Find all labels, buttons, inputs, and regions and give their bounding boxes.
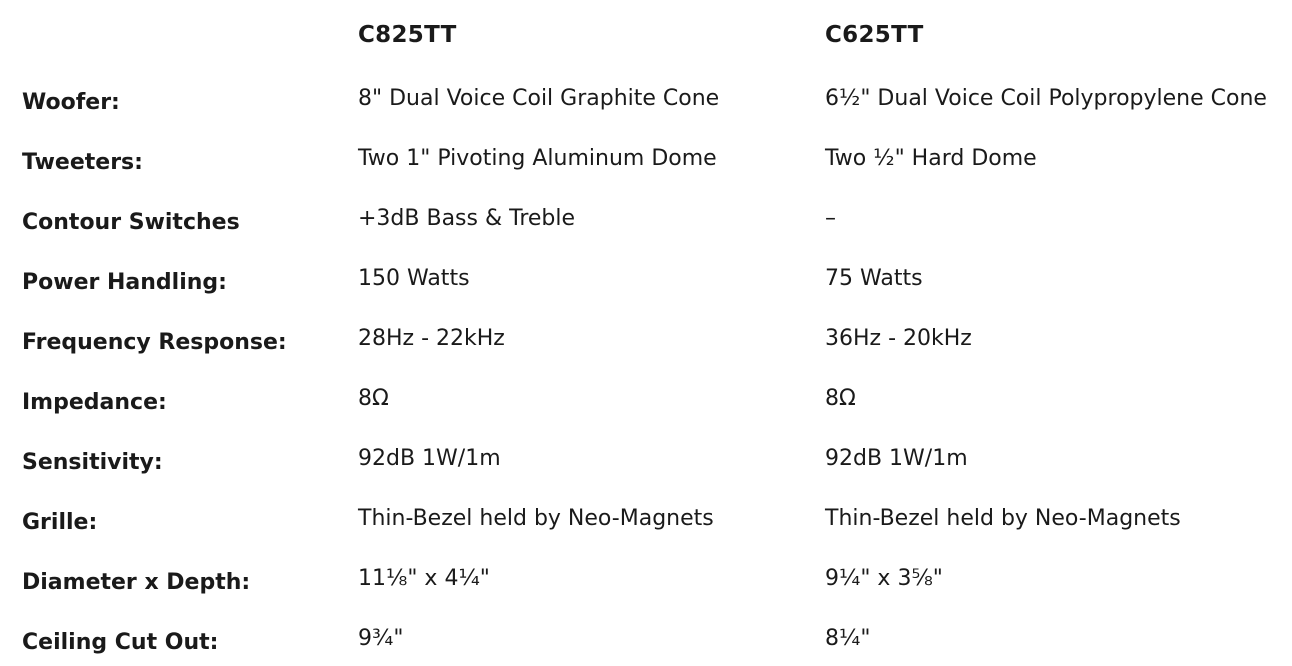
spec-label: Tweeters:: [22, 150, 143, 175]
spec-value-c825tt: 92dB 1W/1m: [358, 446, 501, 471]
spec-value-c825tt: Two 1" Pivoting Aluminum Dome: [358, 146, 717, 171]
spec-value-c825tt: 8Ω: [358, 386, 389, 411]
spec-value-c825tt: 11⅛" x 4¼": [358, 566, 490, 591]
spec-value-c825tt: 9¾": [358, 626, 404, 651]
spec-label: Impedance:: [22, 390, 167, 415]
spec-row-grille: [0, 506, 1292, 546]
spec-label: Frequency Response:: [22, 330, 287, 355]
spec-row-power-handling: [0, 266, 1292, 306]
spec-value-c825tt: 28Hz - 22kHz: [358, 326, 505, 351]
spec-row-woofer: [0, 86, 1292, 126]
spec-label: Diameter x Depth:: [22, 570, 251, 595]
spec-value-c825tt: 150 Watts: [358, 266, 470, 291]
spec-row-contour-switches: [0, 206, 1292, 246]
spec-value-c625tt: –: [825, 206, 836, 231]
spec-value-c825tt: 8" Dual Voice Coil Graphite Cone: [358, 86, 720, 111]
spec-row-tweeters: [0, 146, 1292, 186]
spec-value-c825tt: +3dB Bass & Treble: [358, 206, 576, 231]
spec-row-frequency-response: [0, 326, 1292, 366]
spec-value-c625tt: 9¼" x 3⅝": [825, 566, 943, 591]
spec-value-c625tt: Thin-Bezel held by Neo-Magnets: [825, 506, 1181, 531]
spec-value-c625tt: 36Hz - 20kHz: [825, 326, 972, 351]
spec-value-c625tt: 8¼": [825, 626, 871, 651]
spec-label: Ceiling Cut Out:: [22, 630, 219, 655]
spec-value-c625tt: Two ½" Hard Dome: [825, 146, 1037, 171]
spec-value-c625tt: 6½" Dual Voice Coil Polypropylene Cone: [825, 86, 1267, 111]
spec-label: Power Handling:: [22, 270, 227, 295]
spec-row-sensitivity: [0, 446, 1292, 486]
spec-value-c625tt: 8Ω: [825, 386, 856, 411]
spec-row-impedance: [0, 386, 1292, 426]
spec-label: Contour Switches: [22, 210, 240, 235]
spec-value-c825tt: Thin-Bezel held by Neo-Magnets: [358, 506, 714, 531]
spec-value-c625tt: 92dB 1W/1m: [825, 446, 968, 471]
table-header-row: [0, 22, 1292, 58]
spec-row-diameter-depth: [0, 566, 1292, 606]
spec-row-ceiling-cut-out: [0, 626, 1292, 666]
model-c825tt-header: C825TT: [358, 22, 457, 48]
spec-label: Grille:: [22, 510, 98, 535]
spec-label: Woofer:: [22, 90, 120, 115]
model-c625tt-header: C625TT: [825, 22, 924, 48]
spec-value-c625tt: 75 Watts: [825, 266, 923, 291]
spec-label: Sensitivity:: [22, 450, 163, 475]
